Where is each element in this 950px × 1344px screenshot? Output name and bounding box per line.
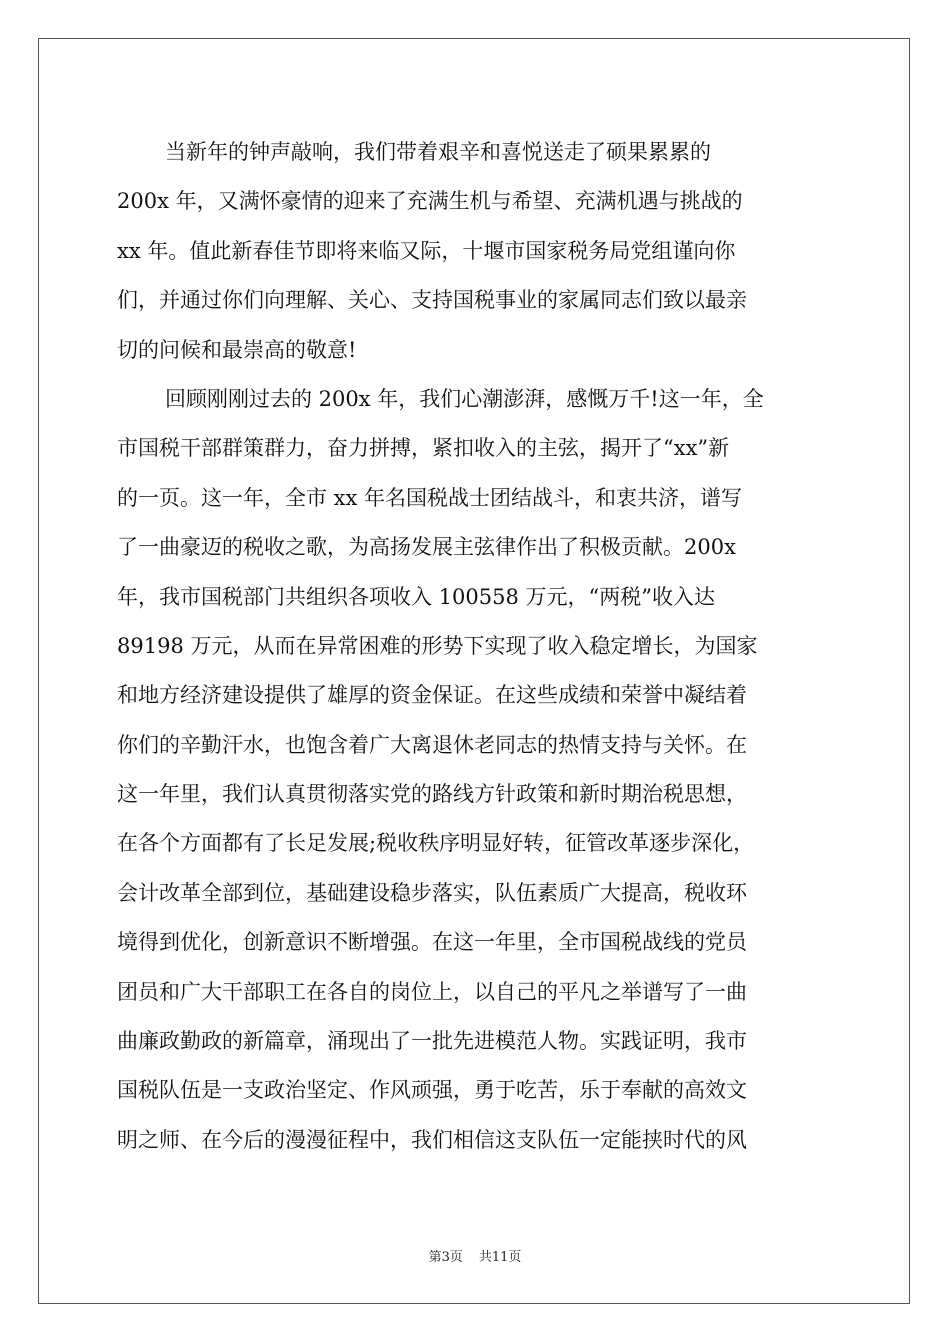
text-line: 明之师、在今后的漫漫征程中，我们相信这支队伍一定能挟时代的风: [117, 1127, 747, 1152]
text-line: 200x 年，又满怀豪情的迎来了充满生机与希望、充满机遇与挑战的: [117, 189, 743, 214]
text-line: 们，并通过你们向理解、关心、支持国税事业的家属同志们致以最亲: [117, 288, 747, 313]
text-line: 境得到优化，创新意识不断增强。在这一年里，全市国税战线的党员: [117, 930, 747, 955]
text-line: 当新年的钟声敲响，我们带着艰辛和喜悦送走了硕果累累的: [165, 140, 711, 164]
text-line: 年，我市国税部门共组织各项收入 100558 万元，“两税”收入达: [117, 584, 715, 609]
page-total: 共11页: [478, 1250, 522, 1265]
document-body: [117, 128, 839, 1165]
text-line: 团员和广大干部职工在各自的岗位上，以自己的平凡之举谱写了一曲: [117, 979, 747, 1004]
text-line: 这一年里，我们认真贯彻落实党的路线方针政策和新时期治税思想，: [117, 782, 747, 807]
text-line: 国税队伍是一支政治坚定、作风顽强，勇于吃苦，乐于奉献的高效文: [117, 1078, 747, 1103]
page-number: 第3页: [428, 1250, 463, 1265]
text-line: 切的问候和最崇高的敬意!: [117, 337, 357, 362]
text-line: 和地方经济建设提供了雄厚的资金保证。在这些成绩和荣誉中凝结着: [117, 683, 747, 708]
page-footer: [0, 1246, 950, 1265]
text-line: 的一页。这一年，全市 xx 年名国税战士团结战斗，和衷共济，谱写: [117, 485, 743, 510]
text-line: 曲廉政勤政的新篇章，涌现出了一批先进模范人物。实践证明，我市: [117, 1029, 747, 1054]
text-line: 89198 万元，从而在异常困难的形势下实现了收入稳定增长，为国家: [117, 633, 758, 658]
text-line: 回顾刚刚过去的 200x 年，我们心潮澎湃，感慨万千!这一年，全: [165, 386, 764, 411]
text-line: 会计改革全部到位，基础建设稳步落实，队伍素质广大提高，税收环: [117, 880, 747, 905]
text-line: 在各个方面都有了长足发展;税收秩序明显好转，征管改革逐步深化，: [117, 831, 755, 856]
text-line: 了一曲豪迈的税收之歌，为高扬发展主弦律作出了积极贡献。200x: [117, 535, 736, 560]
text-line: 你们的辛勤汗水，也饱含着广大离退休老同志的热情支持与关怀。在: [117, 732, 747, 757]
text-line: xx 年。值此新春佳节即将来临又际，十堰市国家税务局党组谨向你: [117, 238, 736, 263]
text-line: 市国税干部群策群力，奋力拼搏，紧扣收入的主弦，揭开了“xx”新: [117, 436, 730, 461]
